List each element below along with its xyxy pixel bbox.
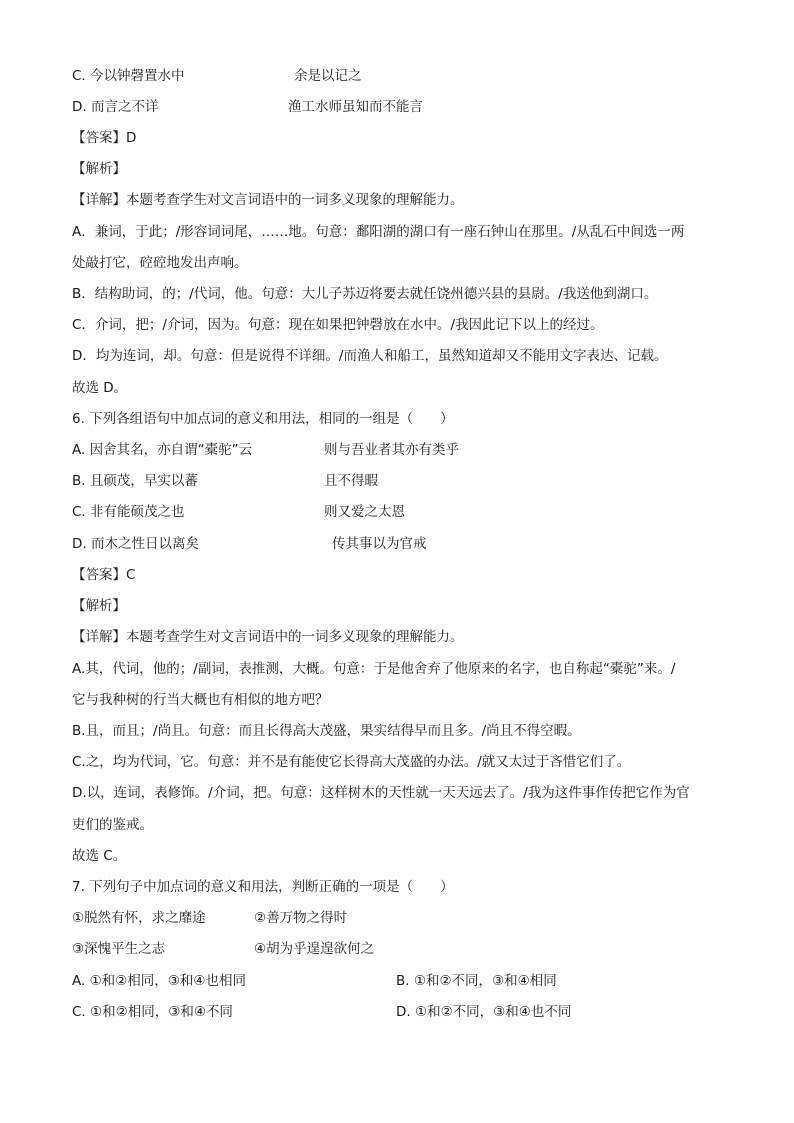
q6-explain-c: C.之，均为代词，它。句意：并不是有能使它长得高大茂盛的办法。/就又太过于吝惜它们了。	[72, 754, 631, 770]
q7-stem: 7. 下列句子中加点词的意义和用法，判断正确的一项是（ ）	[72, 879, 454, 895]
q5-explain-a-line1: A．兼词，于此；/形容词词尾，……地。句意：鄱阳湖的湖口有一座石钟山在那里。/从乱石中间选一两	[72, 224, 685, 240]
q6-option-d	[72, 534, 427, 554]
q6-option-c-right: 则又爱之太恩	[324, 504, 405, 520]
q6-explain-d-line2: 吏们的鉴戒。	[72, 817, 153, 833]
q6-explain-b: B.且，而且；/尚且。句意：而且长得高大茂盛，果实结得早而且多。/尚且不得空暇。	[72, 723, 581, 739]
q5-analysis-label: 【解析】	[72, 161, 126, 177]
q5-option-c-right: 余是以记之	[294, 68, 362, 84]
q7-items-row1	[72, 908, 348, 928]
q5-detail: 【详解】本题考查学生对文言词语中的一词多义现象的理解能力。	[72, 192, 464, 208]
q6-option-d-left: D. 而木之性日以离矣	[72, 536, 199, 552]
q7-options-row2	[72, 1002, 572, 1022]
q7-item-3: ③深愧平生之志	[72, 941, 166, 957]
q7-item-2: ②善万物之得时	[254, 910, 348, 926]
q5-option-d-left: D. 而言之不详	[72, 99, 159, 115]
q6-option-a-left: A. 因舍其名，亦自谓“橐驼”云	[72, 442, 253, 458]
q6-option-a	[72, 440, 459, 460]
q6-explain-d-line1: D.以，连词，表修饰。/介词，把。句意：这样树木的天性就一天天远去了。/我为这件事作传把它作为官	[72, 785, 690, 801]
q7-item-4: ④胡为乎遑遑欲何之	[254, 941, 375, 957]
q6-option-c	[72, 502, 405, 522]
q6-detail: 【详解】本题考查学生对文言词语中的一词多义现象的理解能力。	[72, 629, 464, 645]
q5-option-d	[72, 97, 423, 117]
q6-option-b	[72, 471, 378, 491]
q7-item-1: ①脱然有怀，求之靡途	[72, 910, 206, 926]
q6-explain-a-line1: A.其，代词，他的；/副词，表推测，大概。句意：于是他舍弃了他原来的名字，也自称起“橐驼”来。/	[72, 661, 676, 677]
q7-option-d: D. ①和②不同，③和④也不同	[396, 1004, 572, 1020]
q6-analysis-label: 【解析】	[72, 598, 126, 614]
q6-option-c-left: C. 非有能硕茂之也	[72, 504, 185, 520]
q7-items-row2	[72, 939, 375, 959]
q5-answer: 【答案】D	[72, 130, 137, 146]
q6-option-b-left: B. 且硕茂，早实以蕃	[72, 473, 198, 489]
q5-option-d-right: 渔工水师虽知而不能言	[288, 99, 423, 115]
q7-options-row1	[72, 971, 557, 991]
q6-conclusion: 故选 C。	[72, 848, 127, 864]
q5-conclusion: 故选 D。	[72, 380, 128, 396]
q5-explain-c: C．介词，把；/介词，因为。句意：现在如果把钟磬放在水中。/我因此记下以上的经过。	[72, 317, 604, 333]
q5-explain-b: B．结构助词，的；/代词，他。句意：大儿子苏迈将要去就任饶州德兴县的县尉。/我送他到湖口。	[72, 286, 658, 302]
q6-stem: 6. 下列各组语句中加点词的意义和用法，相同的一组是（ ）	[72, 411, 454, 427]
q5-option-c	[72, 66, 362, 86]
q7-option-b: B. ①和②不同，③和④相同	[396, 973, 557, 989]
q6-option-b-right: 且不得暇	[324, 473, 378, 489]
q7-option-c: C. ①和②相同，③和④不同	[72, 1004, 233, 1020]
q6-explain-a-line2: 它与我种树的行当大概也有相似的地方吧？	[72, 692, 329, 708]
q5-explain-d: D．均为连词，却。句意：但是说得不详细。/而渔人和船工，虽然知道却又不能用文字表达、记载。	[72, 348, 668, 364]
q6-answer: 【答案】C	[72, 567, 136, 583]
q5-option-c-left: C. 今以钟磬置水中	[72, 68, 185, 84]
q5-explain-a-line2: 处敲打它，硿硿地发出声响。	[72, 255, 248, 271]
q6-option-a-right: 则与吾业者其亦有类乎	[324, 442, 459, 458]
q6-option-d-right: 传其事以为官戒	[332, 536, 427, 552]
q7-option-a: A. ①和②相同，③和④也相同	[72, 973, 246, 989]
